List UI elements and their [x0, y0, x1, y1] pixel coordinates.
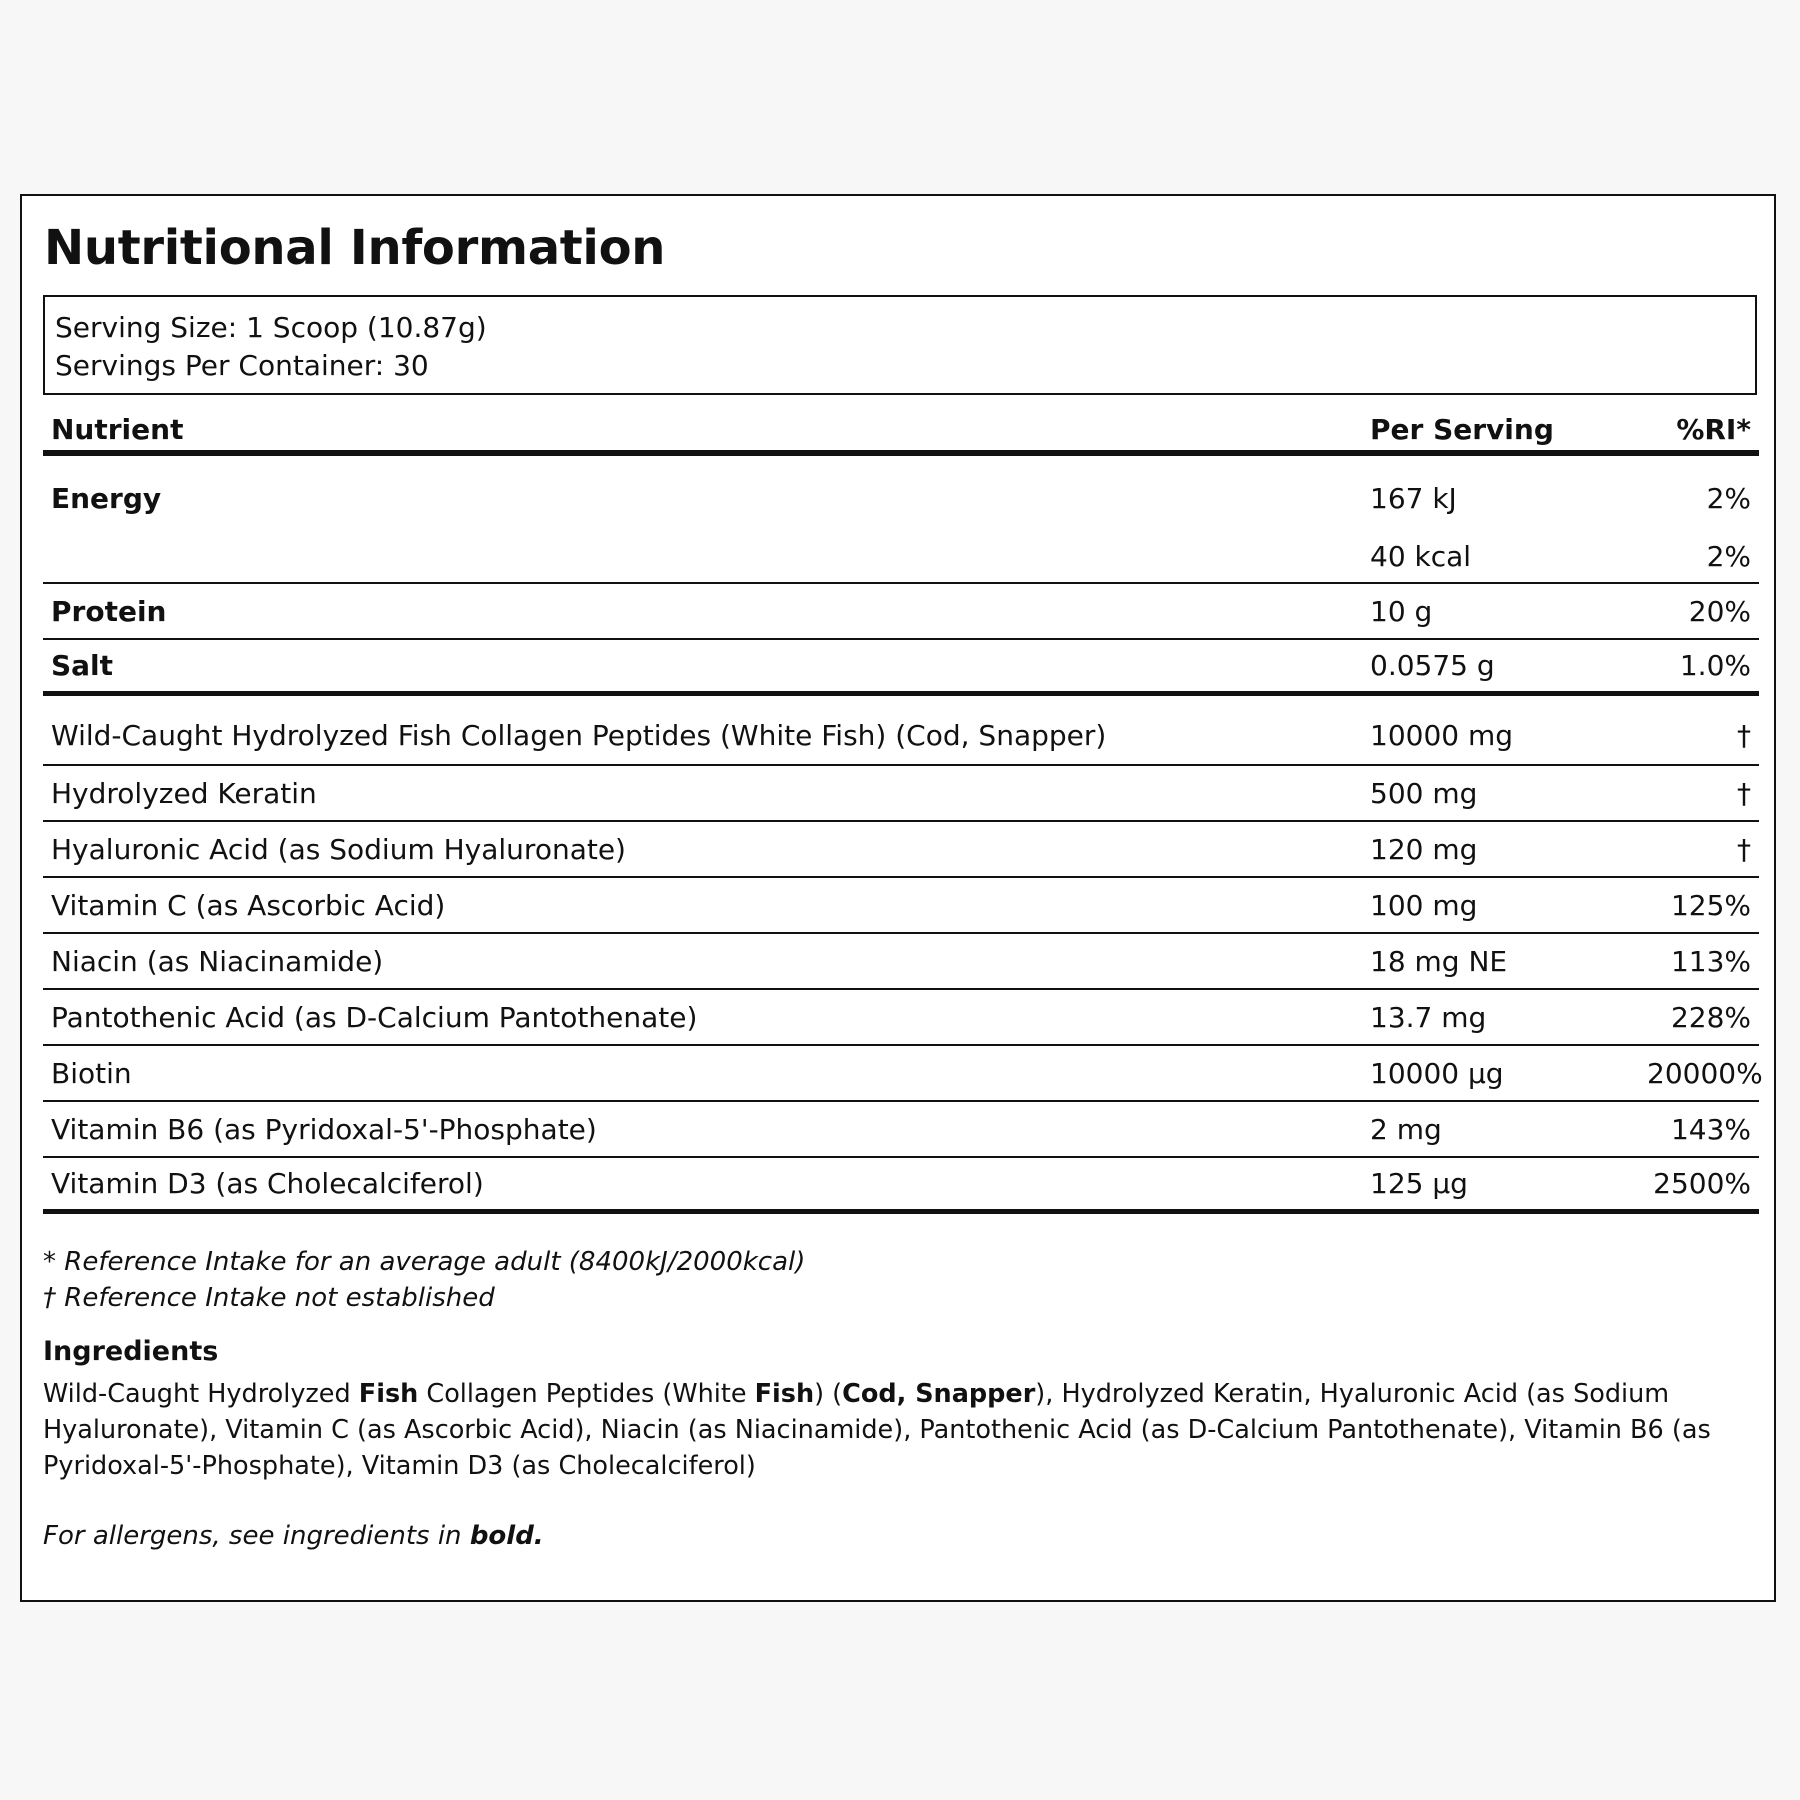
table-row — [43, 1046, 1763, 1102]
ingredient-text: Collagen Peptides (White — [418, 1379, 755, 1409]
item-name: Biotin — [51, 1056, 132, 1090]
item-name: Vitamin C (as Ascorbic Acid) — [51, 888, 446, 922]
ingredients-list — [43, 1376, 1759, 1484]
dagger-footnote: † Reference Intake not established — [43, 1283, 495, 1313]
serving-size: Serving Size: 1 Scoop (10.87g) — [55, 311, 487, 344]
item-name: Pantothenic Acid (as D-Calcium Pantothenate) — [51, 1000, 698, 1034]
macro-ri: 1.0% — [1679, 649, 1751, 682]
table-row — [43, 1102, 1759, 1158]
item-amount: 500 mg — [1370, 776, 1478, 810]
table-row — [43, 990, 1759, 1046]
item-amount: 125 µg — [1370, 1167, 1468, 1200]
item-ri: † — [1737, 776, 1751, 810]
panel-title: Nutritional Information — [44, 220, 666, 276]
table-row — [43, 766, 1759, 822]
macro-name: Protein — [51, 594, 167, 628]
item-ri: 2500% — [1653, 1167, 1751, 1200]
energy-kj-ri: 2% — [1706, 481, 1751, 515]
table-row — [43, 934, 1759, 990]
allergen-note-bold: bold. — [469, 1521, 544, 1551]
energy-kcal-ri: 2% — [1706, 539, 1751, 573]
item-name: Hydrolyzed Keratin — [51, 776, 317, 810]
item-ri: 143% — [1670, 1112, 1751, 1146]
item-ri: † — [1737, 718, 1751, 752]
item-ri: 20000% — [1647, 1056, 1763, 1090]
item-name: Wild-Caught Hydrolyzed Fish Collagen Peptides (White Fish) (Cod, Snapper) — [51, 718, 1107, 752]
energy-kcal-amount: 40 kcal — [1370, 539, 1472, 573]
ingredient-text: ), Hydrolyzed Keratin, Hyaluronic Acid (as Sodium Hyaluronate), Vitamin C (as Ascorbic Acid), Niacin (as Niacinamide), Pantothenic Acid (as D-Calcium Pantothenate), Vitamin B6 (as Pyridoxal-5'-Phosphate), Vitamin D3 (as Cholecalciferol) — [43, 1379, 1711, 1481]
table-row — [43, 696, 1759, 766]
allergen-note-text: For allergens, see ingredients in — [43, 1521, 470, 1551]
macro-name: Salt — [51, 649, 114, 682]
header-ri: %RI* — [1676, 412, 1751, 446]
macro-row-protein — [43, 584, 1759, 640]
macro-row-salt — [43, 640, 1759, 696]
ingredient-text: ) ( — [814, 1379, 843, 1409]
macro-ri: 20% — [1688, 594, 1751, 628]
item-amount: 120 mg — [1370, 832, 1478, 866]
table-row — [43, 822, 1759, 878]
table-header-row — [43, 408, 1759, 456]
ingredients-heading: Ingredients — [43, 1336, 219, 1367]
ingredient-text: Wild-Caught Hydrolyzed — [43, 1379, 359, 1409]
item-amount: 10000 mg — [1370, 718, 1514, 752]
item-name: Niacin (as Niacinamide) — [51, 944, 384, 978]
header-nutrient: Nutrient — [51, 412, 184, 446]
allergen-text: Fish — [754, 1379, 815, 1409]
table-row — [43, 1158, 1759, 1214]
item-name: Vitamin B6 (as Pyridoxal-5'-Phosphate) — [51, 1112, 597, 1146]
item-amount: 2 mg — [1370, 1112, 1442, 1146]
item-amount: 10000 µg — [1370, 1056, 1504, 1090]
item-amount: 100 mg — [1370, 888, 1478, 922]
footnotes — [43, 1244, 805, 1316]
item-amount: 18 mg NE — [1370, 944, 1508, 978]
item-name: Hyaluronic Acid (as Sodium Hyaluronate) — [51, 832, 626, 866]
header-per-serving: Per Serving — [1370, 412, 1554, 446]
energy-row-kj — [43, 456, 1759, 532]
allergen-text: Fish — [358, 1379, 419, 1409]
servings-per-container: Servings Per Container: 30 — [55, 349, 429, 382]
item-ri: 228% — [1670, 1000, 1751, 1034]
energy-row-kcal — [43, 532, 1759, 584]
item-ri: † — [1737, 832, 1751, 866]
energy-kj-amount: 167 kJ — [1370, 481, 1457, 515]
nutrition-table — [43, 408, 1763, 1214]
serving-info-box — [43, 295, 1757, 395]
nutrition-panel — [20, 194, 1776, 1602]
item-amount: 13.7 mg — [1370, 1000, 1487, 1034]
allergen-text: Cod, Snapper — [842, 1379, 1036, 1409]
table-row — [43, 878, 1759, 934]
item-name: Vitamin D3 (as Cholecalciferol) — [51, 1167, 484, 1200]
macro-amount: 0.0575 g — [1370, 649, 1495, 682]
energy-label: Energy — [51, 481, 162, 515]
macro-amount: 10 g — [1370, 594, 1433, 628]
item-ri: 113% — [1670, 944, 1751, 978]
item-ri: 125% — [1670, 888, 1751, 922]
ri-footnote: * Reference Intake for an average adult (8400kJ/2000kcal) — [43, 1247, 806, 1277]
allergen-note — [43, 1518, 544, 1554]
